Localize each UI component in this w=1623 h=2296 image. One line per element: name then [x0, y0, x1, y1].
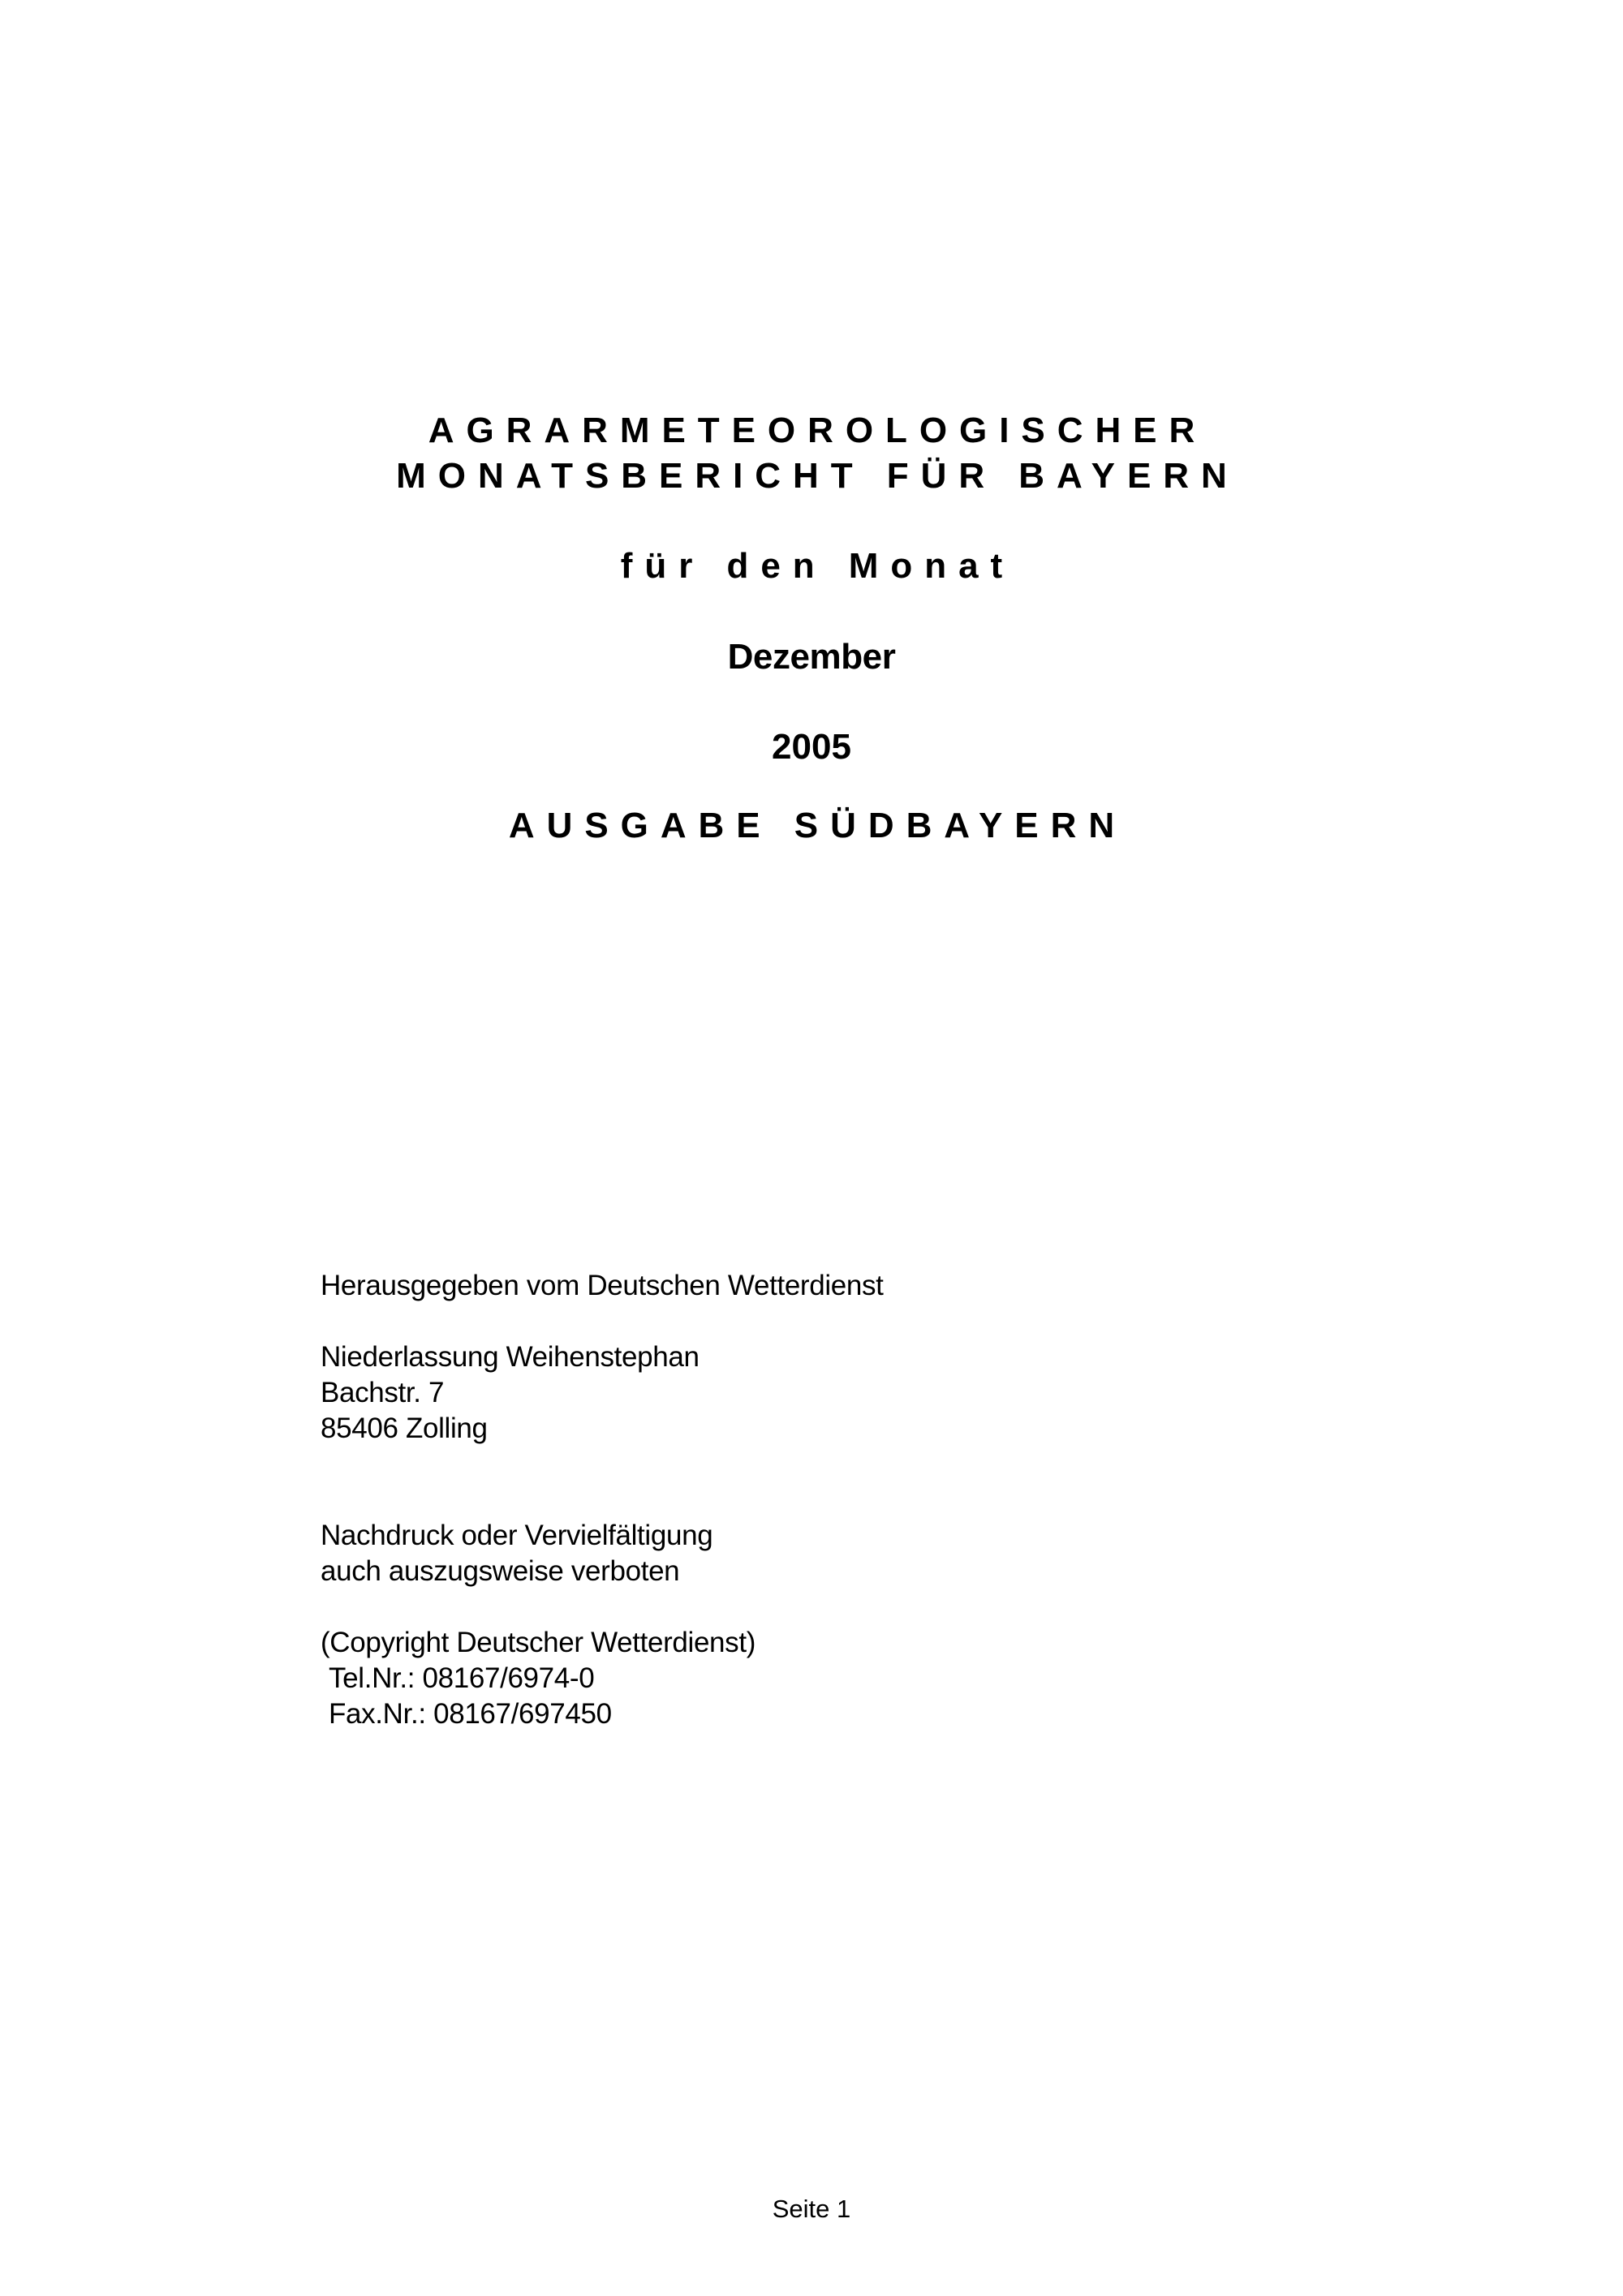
address-line-city: 85406 Zolling: [321, 1412, 488, 1444]
copyright-line: (Copyright Deutscher Wetterdienst): [321, 1627, 756, 1658]
title-line-2: MONATSBERICHT FÜR BAYERN: [396, 456, 1239, 496]
subtitle: für den Monat: [620, 546, 1015, 586]
address-line-street: Bachstr. 7: [321, 1377, 445, 1408]
address-line-office: Niederlassung Weihenstephan: [321, 1341, 700, 1373]
fax-number: Fax.Nr.: 08167/697450: [329, 1698, 612, 1730]
edition-title: AUSGABE SÜDBAYERN: [508, 806, 1127, 845]
publisher-statement: Herausgegeben vom Deutschen Wetterdienst: [321, 1270, 884, 1301]
reproduction-notice-line-2: auch auszugsweise verboten: [321, 1555, 680, 1587]
title-line-1: AGRARMETEOROLOGISCHER: [428, 411, 1208, 450]
page-number: Seite 1: [772, 2195, 851, 2223]
report-month: Dezember: [727, 637, 896, 677]
reproduction-notice-line-1: Nachdruck oder Vervielfältigung: [321, 1520, 713, 1551]
telephone-number: Tel.Nr.: 08167/6974-0: [329, 1662, 595, 1694]
report-year: 2005: [772, 727, 851, 767]
